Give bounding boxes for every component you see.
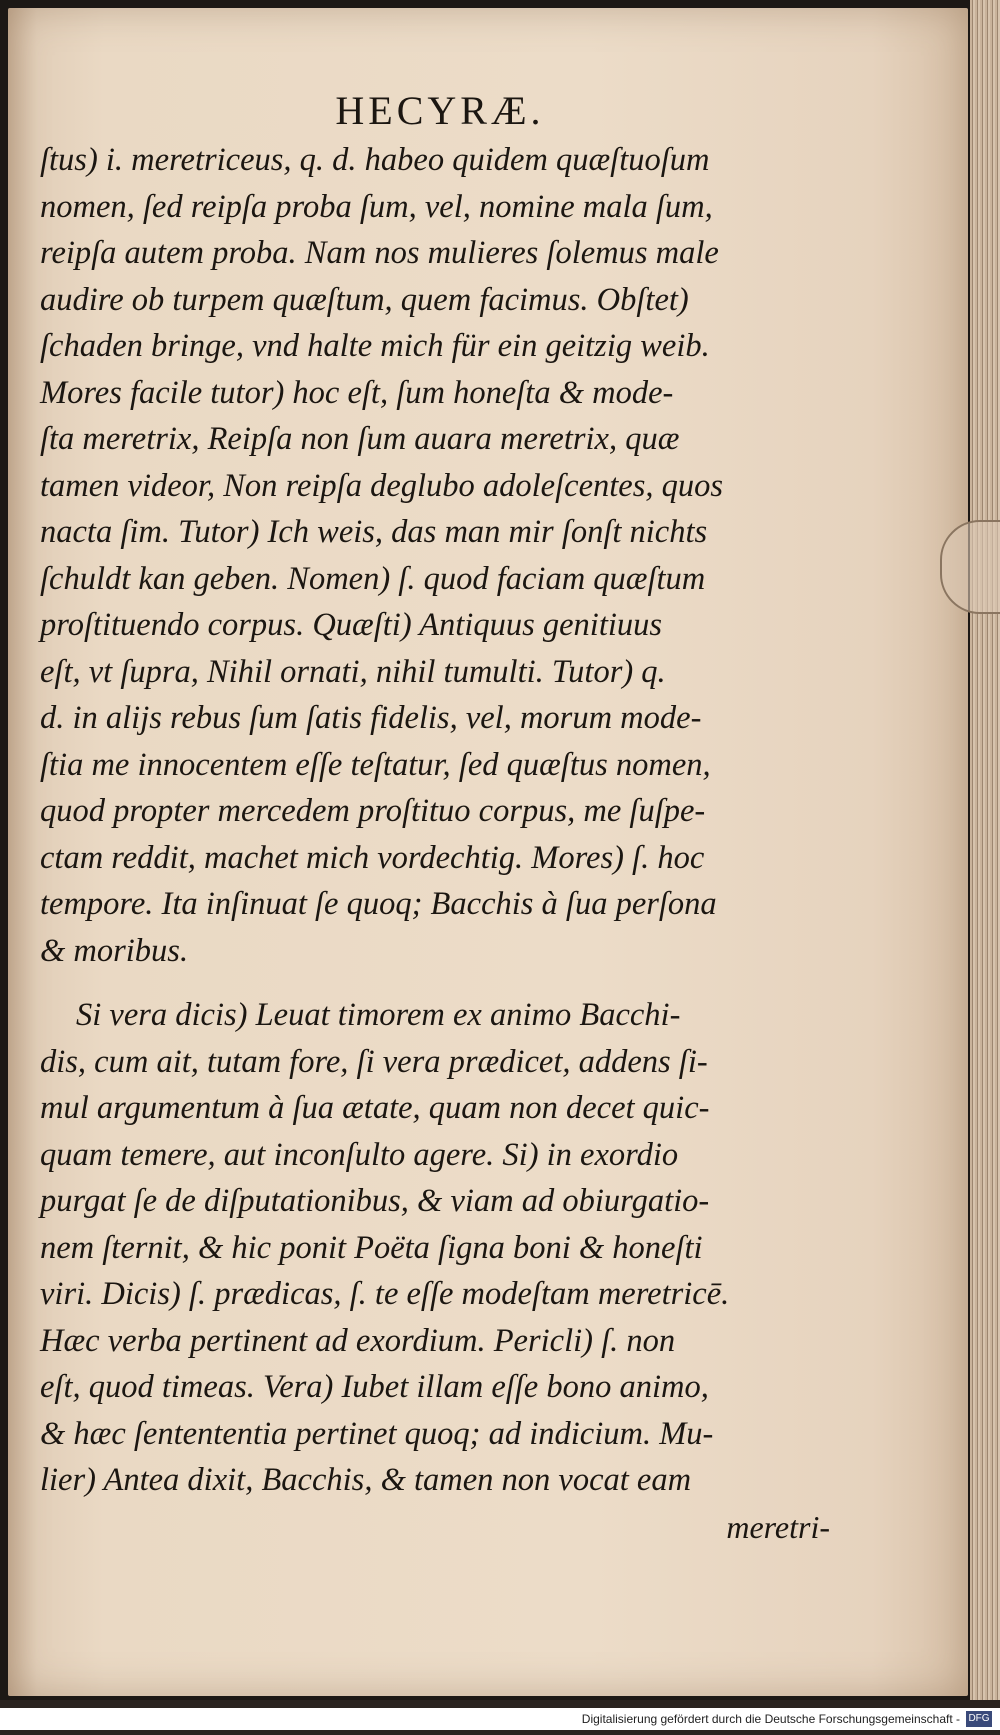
text-line: eſt, vt ſupra, Nihil ornati, nihil tumulti. Tutor) q. (40, 653, 666, 690)
text-line: proſtituendo corpus. Quæſti) Antiquus genitiuus (40, 607, 663, 643)
text-line: d. in alijs rebus ſum ſatis fidelis, vel, morum mode- (40, 700, 702, 736)
running-header: HECYRÆ. (335, 88, 545, 133)
page-tab-marker (940, 520, 1000, 614)
text-line: viri. Dicis) ſ. prædicas, ſ. te eſſe modeſtam meretricē. (40, 1276, 730, 1312)
text-line: & hæc ſentententia pertinet quoq; ad indicium. Mu- (40, 1415, 714, 1452)
page-edges (970, 0, 1000, 1700)
text-line: ſchuldt kan geben. Nomen) ſ. quod faciam quæſtum (40, 560, 706, 597)
text-line: nomen, ſed reipſa proba ſum, vel, nomine mala ſum, (40, 188, 713, 225)
page-text (40, 85, 840, 1550)
text-line: dis, cum ait, tutam fore, ſi vera prædicet, addens ſi- (40, 1043, 708, 1080)
text-line: nacta ſim. Tutor) Ich weis, das man mir ſonſt nichts (40, 514, 708, 550)
text-line: Hæc verba pertinent ad exordium. Pericli) ſ. non (40, 1322, 676, 1359)
text-line: ctam reddit, machet mich vordechtig. Mores) ſ. hoc (40, 839, 705, 876)
text-line: ſtia me innocentem eſſe teſtatur, ſed quæſtus nomen, (40, 746, 711, 783)
text-line: tamen videor, Non reipſa deglubo adoleſcentes, quos (40, 467, 723, 504)
text-line: lier) Antea dixit, Bacchis, & tamen non vocat eam (40, 1462, 692, 1498)
text-line: ſtus) i. meretriceus, q. d. habeo quidem quæſtuoſum (40, 142, 710, 178)
text-line: tempore. Ita inſinuat ſe quoq; Bacchis à ſua perſona (40, 886, 717, 922)
text-line: & moribus. (40, 932, 189, 969)
text-line: Mores facile tutor) hoc eſt, ſum honeſta & mode- (40, 374, 674, 411)
digitization-credit: Digitalisierung gefördert durch die Deutsche Forschungsgemeinschaft - (0, 1708, 1000, 1730)
text-line: nem ſternit, & hic ponit Poëta ſigna boni & honeſti (40, 1229, 703, 1266)
text-line: quam temere, aut inconſulto agere. Si) in exordio (40, 1136, 679, 1173)
text-line: Si vera dicis) Leuat timorem ex animo Bacchi- (76, 997, 681, 1033)
commentary-block-1 (40, 137, 840, 974)
dfg-logo: DFG (966, 1711, 992, 1727)
text-line: ſchaden bringe, vnd halte mich für ein geitzig weib. (40, 328, 710, 364)
commentary-block-2 (40, 992, 840, 1504)
text-line: reipſa autem proba. Nam nos mulieres ſolemus male (40, 235, 719, 271)
text-line: purgat ſe de diſputationibus, & viam ad obiurgatio- (40, 1183, 710, 1219)
text-line: quod propter mercedem proſtituo corpus, me ſuſpe- (40, 793, 706, 829)
catchword: meretri- (726, 1508, 830, 1545)
text-line: audire ob turpem quæſtum, quem facimus. Obſtet) (40, 281, 689, 318)
text-line: mul argumentum à ſua ætate, quam non decet quic- (40, 1090, 710, 1126)
text-line: ſta meretrix, Reipſa non ſum auara meretrix, quæ (40, 421, 680, 457)
text-line: eſt, quod timeas. Vera) Iubet illam eſſe bono animo, (40, 1369, 709, 1405)
